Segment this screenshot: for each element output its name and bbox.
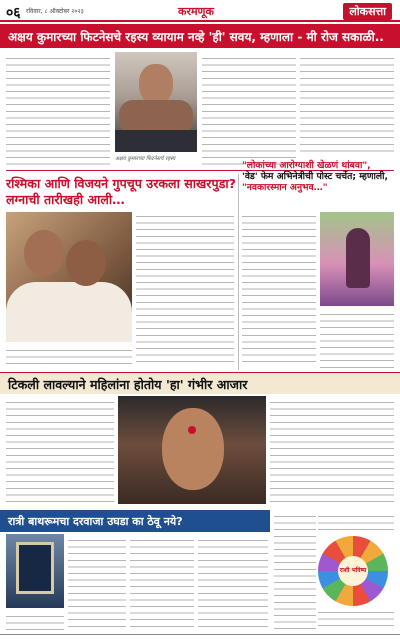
couple-photo[interactable]	[6, 212, 132, 342]
rashmika-body-col-2	[6, 346, 132, 368]
ratri-body-col-1	[68, 536, 126, 630]
actress-headline-line-2: 'वेड' फेम अभिनेत्रीची पोस्ट चर्चेत; म्हणाली,	[242, 171, 388, 182]
actress-garden-photo[interactable]	[320, 212, 394, 306]
column-divider	[238, 174, 239, 370]
akshay-body-col-1	[6, 54, 110, 166]
ratri-body-col-2	[130, 536, 194, 630]
actress-headline-line-1: "लोकांच्या आरोग्याशी खेळणं थांबवा",	[242, 160, 371, 171]
ratri-body-col-4	[6, 612, 64, 630]
page-masthead	[0, 0, 400, 22]
ratri-body-col-3	[198, 536, 268, 630]
date-line: रविवार, ८ ऑक्टोबर २०२३	[26, 8, 84, 15]
ratri-headline[interactable]: रात्री बाथरूमचा दरवाजा उघडा का ठेवू नये?	[0, 510, 270, 532]
tikli-body-col-1	[6, 398, 114, 506]
actress-post-headline[interactable]	[242, 160, 394, 206]
rashmika-body-col-1	[136, 212, 234, 368]
akshay-photo[interactable]	[115, 52, 197, 152]
akshay-photo-caption: अक्षय कुमारच्या फिटनेसचे रहस्य	[115, 156, 176, 162]
page-footer	[0, 634, 400, 642]
akshay-body-col-2	[202, 54, 296, 166]
rashmika-headline[interactable]: रश्मिका आणि विजयने गुपचूप उरकला साखरपुडा? लग्नाची तारीखही आली…	[6, 176, 236, 207]
section-title: करमणूक	[178, 5, 214, 18]
woman-bindi-photo[interactable]	[118, 396, 266, 504]
horoscope-body-col-3	[318, 608, 394, 630]
horoscope-label: राशी भविष्य	[338, 556, 368, 586]
akshay-body-col-3	[300, 54, 394, 154]
akshay-headline[interactable]: अक्षय कुमारच्या फिटनेसचे रहस्य व्यायाम नव्हे 'ही' सवय, म्हणाला - मी रोज सकाळी..	[0, 24, 400, 48]
horoscope-body-col-1	[274, 512, 316, 630]
tikli-headline[interactable]: टिकली लावल्याने महिलांना होतोय 'हा' गंभीर आजार	[0, 372, 400, 394]
tikli-body-col-2	[270, 398, 394, 506]
zodiac-wheel-icon[interactable]	[318, 536, 388, 606]
actress-body-col-2	[320, 310, 394, 368]
actress-body-col-1	[242, 212, 316, 368]
brand-logo: लोकसत्ता	[343, 3, 392, 20]
actress-headline-line-3: "नवकारस्मान अनुभव…"	[242, 182, 328, 193]
window-photo[interactable]	[6, 534, 64, 608]
page-number: ०६	[6, 5, 21, 21]
horoscope-body-col-2	[318, 512, 394, 534]
